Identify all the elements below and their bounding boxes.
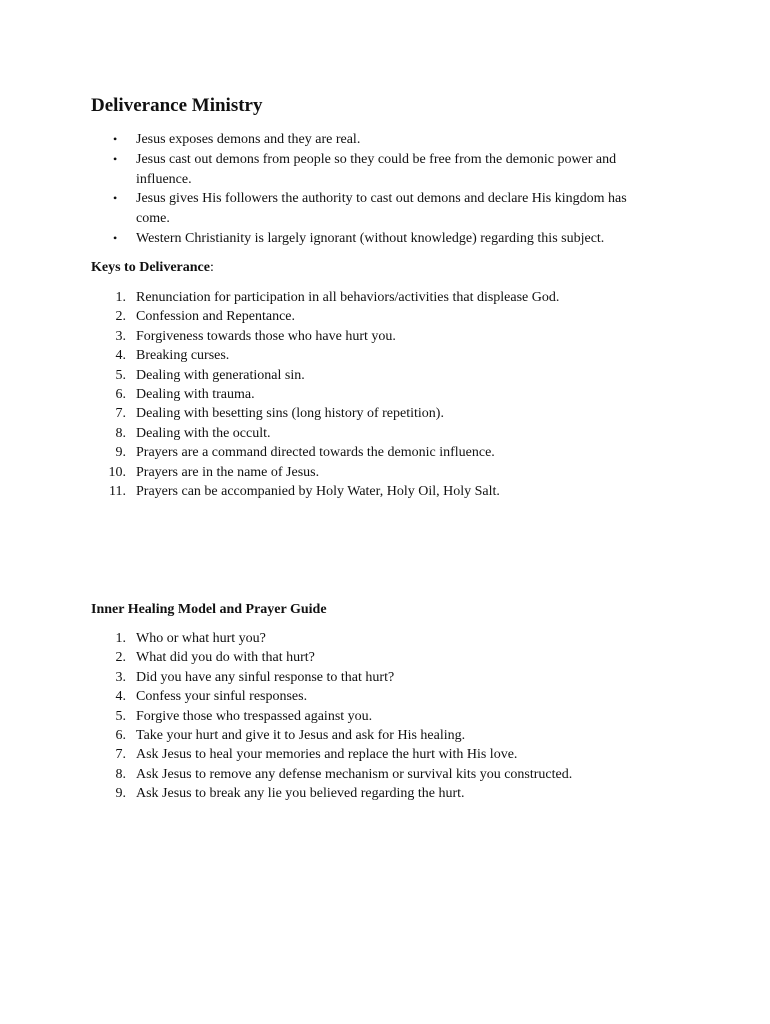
- item-number: 1.: [115, 290, 126, 305]
- bullet-continuation: [91, 209, 691, 229]
- bullet-icon: •: [113, 132, 118, 146]
- item-text: What did you do with that hurt?: [136, 650, 315, 666]
- item-text: Forgive those who trespassed against you.: [136, 708, 373, 724]
- bullet-text: influence.: [136, 171, 192, 187]
- item-text: Take your hurt and give it to Jesus and ask for His healing.: [136, 728, 466, 744]
- item-text: Prayers are a command directed towards the demonic influence.: [136, 445, 495, 461]
- deliverance-bullet-list: [91, 130, 691, 249]
- item-text: Confession and Repentance.: [136, 309, 296, 325]
- bullet-icon: •: [113, 191, 118, 206]
- list-item: [91, 765, 711, 784]
- item-number: 8.: [115, 425, 126, 441]
- item-number: 7.: [115, 747, 126, 763]
- item-text: Who or what hurt you?: [136, 631, 266, 646]
- keys-heading-colon: :: [209, 260, 214, 275]
- bullet-text: Western Christianity is largely ignorant (without knowledge) regarding this subject.: [136, 230, 605, 246]
- item-text: Forgiveness towards those who have hurt you.: [136, 328, 396, 344]
- bullet-item: [91, 150, 691, 170]
- list-item: [91, 482, 711, 501]
- list-item: [91, 366, 711, 385]
- list-item: [91, 385, 711, 404]
- bullet-text: come.: [136, 211, 170, 227]
- item-text: Confess your sinful responses.: [136, 689, 308, 705]
- item-text: Renunciation for participation in all behaviors/activities that displease God.: [136, 290, 560, 305]
- item-number: 10.: [108, 464, 126, 480]
- list-item: [91, 346, 711, 365]
- item-text: Ask Jesus to heal your memories and replace the hurt with His love.: [136, 747, 518, 763]
- keys-heading-text: Keys to Deliverance: [91, 260, 210, 275]
- item-text: Prayers can be accompanied by Holy Water, Holy Oil, Holy Salt.: [136, 484, 500, 500]
- bullet-icon: •: [113, 151, 118, 166]
- item-text: Dealing with trauma.: [136, 387, 255, 403]
- inner-healing-heading: [91, 600, 327, 620]
- bullet-text: Jesus cast out demons from people so they could be free from the demonic power and: [136, 151, 617, 167]
- keys-heading: [91, 258, 214, 278]
- item-number: 7.: [115, 406, 126, 422]
- item-number: 4.: [115, 348, 126, 364]
- item-number: 8.: [115, 766, 126, 782]
- list-item: [91, 784, 711, 803]
- item-number: 6.: [115, 728, 126, 744]
- item-number: 2.: [115, 309, 126, 325]
- bullet-continuation: [91, 170, 691, 190]
- item-number: 1.: [115, 631, 126, 646]
- list-item: [91, 327, 711, 346]
- list-item: [91, 648, 711, 667]
- item-number: 11.: [109, 484, 126, 500]
- item-text: Ask Jesus to remove any defense mechanism or survival kits you constructed.: [136, 766, 573, 782]
- item-number: 5.: [115, 708, 126, 724]
- bullet-icon: •: [113, 230, 118, 245]
- list-item: [91, 629, 711, 648]
- item-number: 3.: [115, 328, 126, 344]
- list-item: [91, 668, 711, 687]
- item-number: 2.: [115, 650, 126, 666]
- item-text: Dealing with besetting sins (long history of repetition).: [136, 406, 444, 422]
- item-text: Prayers are in the name of Jesus.: [136, 464, 320, 480]
- list-item: [91, 288, 711, 307]
- bullet-item: [91, 130, 691, 150]
- list-item: [91, 745, 711, 764]
- item-number: 3.: [115, 669, 126, 685]
- list-item: [91, 707, 711, 726]
- inner-healing-heading-text: Inner Healing Model and Prayer Guide: [91, 602, 327, 617]
- item-number: 5.: [115, 367, 126, 383]
- item-number: 9.: [115, 786, 126, 802]
- list-item: [91, 726, 711, 745]
- list-item: [91, 443, 711, 462]
- item-text: Did you have any sinful response to that hurt?: [136, 669, 395, 685]
- item-number: 4.: [115, 689, 126, 705]
- bullet-text: Jesus gives His followers the authority to cast out demons and declare His kingdom has: [136, 191, 627, 207]
- list-item: [91, 404, 711, 423]
- item-text: Breaking curses.: [136, 348, 230, 364]
- bullet-item: [91, 229, 691, 249]
- bullet-item: [91, 189, 691, 209]
- page-title: Deliverance Ministry: [91, 95, 263, 116]
- inner-healing-list: [91, 629, 711, 804]
- list-item: [91, 307, 711, 326]
- bullet-text: Jesus exposes demons and they are real.: [136, 132, 361, 147]
- item-text: Ask Jesus to break any lie you believed regarding the hurt.: [136, 786, 465, 802]
- item-number: 6.: [115, 387, 126, 403]
- list-item: [91, 687, 711, 706]
- list-item: [91, 424, 711, 443]
- keys-list: [91, 288, 711, 501]
- item-number: 9.: [115, 445, 126, 461]
- list-item: [91, 463, 711, 482]
- item-text: Dealing with the occult.: [136, 425, 271, 441]
- item-text: Dealing with generational sin.: [136, 367, 305, 383]
